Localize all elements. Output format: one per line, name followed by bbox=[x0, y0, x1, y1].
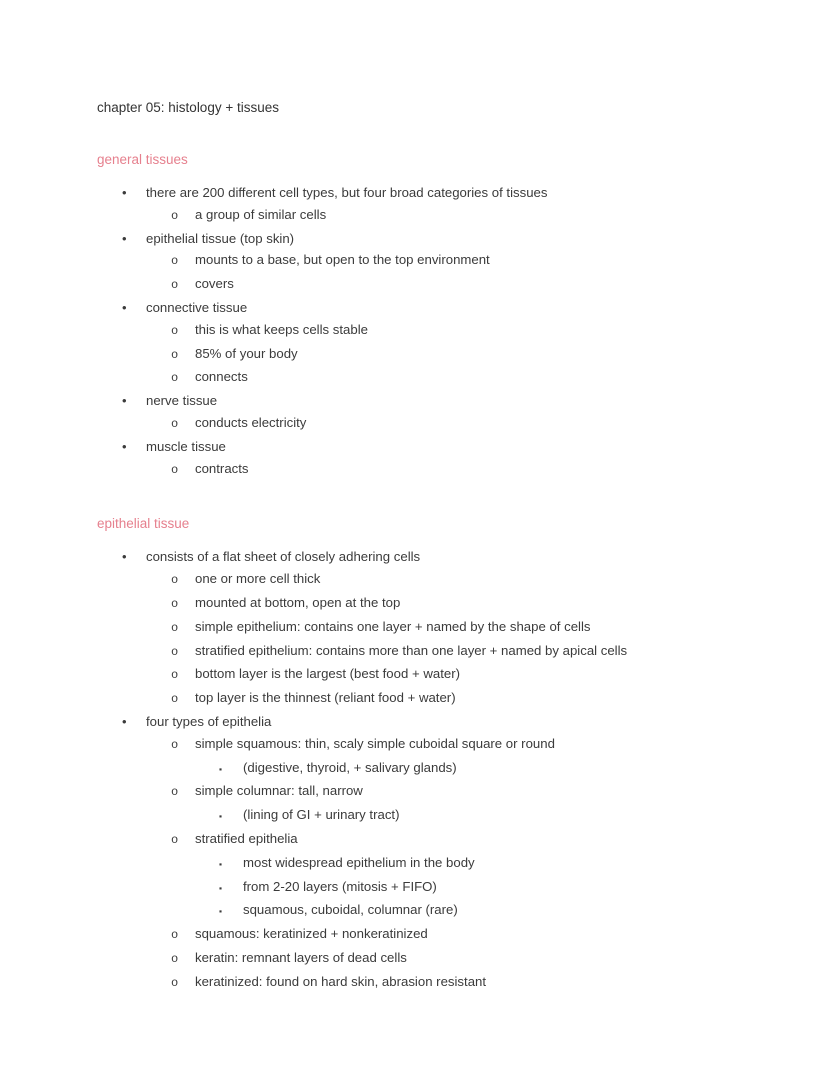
list-item bbox=[97, 640, 768, 664]
bullet-circle-icon: o bbox=[171, 347, 179, 362]
list-item bbox=[97, 204, 768, 228]
bullet-circle-icon: o bbox=[171, 208, 179, 223]
list-item-text: squamous, cuboidal, columnar (rare) bbox=[243, 902, 458, 918]
list-item bbox=[97, 711, 768, 733]
list-item bbox=[97, 592, 768, 616]
list-item-text: conducts electricity bbox=[195, 414, 307, 430]
bullet-dot-icon: • bbox=[122, 438, 127, 454]
list-item-text: there are 200 different cell types, but four broad categories of tissues bbox=[146, 185, 548, 200]
bullet-circle-icon: o bbox=[171, 323, 179, 338]
list-item bbox=[97, 436, 768, 458]
bullet-square-icon: ▪ bbox=[219, 763, 223, 774]
list-item-text: contracts bbox=[195, 460, 249, 476]
bullet-circle-icon: o bbox=[171, 668, 179, 683]
list-item-text: consists of a flat sheet of closely adhering cells bbox=[146, 549, 421, 565]
bullet-dot-icon: • bbox=[122, 230, 127, 246]
bullet-circle-icon: o bbox=[171, 832, 179, 847]
bullet-list bbox=[97, 546, 768, 994]
list-item-text: (lining of GI + urinary tract) bbox=[243, 807, 400, 823]
list-item bbox=[97, 297, 768, 319]
list-item bbox=[97, 923, 768, 947]
bullet-circle-icon: o bbox=[171, 737, 179, 752]
bullet-circle-icon: o bbox=[171, 644, 179, 659]
bullet-dot-icon: • bbox=[122, 549, 127, 565]
list-item bbox=[97, 828, 768, 852]
list-item bbox=[97, 852, 768, 876]
list-item bbox=[97, 616, 768, 640]
bullet-circle-icon: o bbox=[171, 416, 179, 431]
list-item-text: (digestive, thyroid, + salivary glands) bbox=[243, 759, 457, 775]
list-item bbox=[97, 899, 768, 923]
bullet-square-icon: ▪ bbox=[219, 906, 223, 917]
list-item bbox=[97, 757, 768, 781]
bullet-circle-icon: o bbox=[171, 254, 179, 269]
list-item-text: covers bbox=[195, 276, 234, 292]
list-item-text: stratified epithelium: contains more than one layer + named by apical cells bbox=[195, 642, 628, 658]
list-item-text: nerve tissue bbox=[146, 393, 218, 409]
list-item-text: most widespread epithelium in the body bbox=[243, 854, 475, 870]
bullet-circle-icon: o bbox=[171, 975, 179, 990]
bullet-circle-icon: o bbox=[171, 951, 179, 966]
list-item-text: simple columnar: tall, narrow bbox=[195, 783, 363, 799]
list-item-text: keratinized: found on hard skin, abrasion resistant bbox=[195, 973, 487, 989]
list-item bbox=[97, 687, 768, 711]
list-item bbox=[97, 947, 768, 971]
bullet-circle-icon: o bbox=[171, 596, 179, 611]
bullet-dot-icon: • bbox=[122, 713, 127, 729]
bullet-circle-icon: o bbox=[171, 573, 179, 588]
bullet-circle-icon: o bbox=[171, 785, 179, 800]
list-item-text: simple squamous: thin, scaly simple cuboidal square or round bbox=[195, 735, 555, 751]
list-item-text: 85% of your body bbox=[195, 345, 298, 361]
list-item bbox=[97, 366, 768, 390]
list-item-text: this is what keeps cells stable bbox=[195, 321, 368, 337]
list-item-text: a group of similar cells bbox=[195, 206, 327, 222]
list-item bbox=[97, 546, 768, 568]
bullet-dot-icon: • bbox=[122, 393, 127, 409]
list-item-text: mounted at bottom, open at the top bbox=[195, 594, 401, 610]
bullet-circle-icon: o bbox=[171, 620, 179, 635]
list-item-text: four types of epithelia bbox=[146, 713, 272, 729]
bullet-circle-icon: o bbox=[171, 928, 179, 943]
list-item bbox=[97, 876, 768, 900]
bullet-list bbox=[97, 182, 768, 481]
section bbox=[97, 514, 768, 994]
list-item bbox=[97, 273, 768, 297]
list-item-text: one or more cell thick bbox=[195, 571, 321, 587]
list-item bbox=[97, 182, 768, 204]
bullet-circle-icon: o bbox=[171, 692, 179, 707]
document-title: chapter 05: histology + tissues bbox=[97, 100, 279, 115]
list-item bbox=[97, 780, 768, 804]
list-item-text: connective tissue bbox=[146, 299, 248, 315]
list-item-text: stratified epithelia bbox=[195, 830, 298, 846]
list-item bbox=[97, 733, 768, 757]
bullet-circle-icon: o bbox=[171, 371, 179, 386]
list-item-text: mounts to a base, but open to the top environment bbox=[195, 252, 490, 268]
bullet-square-icon: ▪ bbox=[219, 882, 223, 893]
section-heading: general tissues bbox=[97, 152, 188, 167]
list-item bbox=[97, 568, 768, 592]
list-item bbox=[97, 971, 768, 995]
list-item-text: bottom layer is the largest (best food + water) bbox=[195, 666, 460, 682]
list-item bbox=[97, 458, 768, 482]
list-item-text: muscle tissue bbox=[146, 438, 226, 454]
section-heading: epithelial tissue bbox=[97, 516, 190, 532]
list-item bbox=[97, 804, 768, 828]
list-item-text: connects bbox=[195, 369, 248, 385]
list-item-text: from 2-20 layers (mitosis + FIFO) bbox=[243, 878, 437, 894]
section bbox=[97, 150, 768, 481]
bullet-square-icon: ▪ bbox=[219, 858, 223, 869]
bullet-dot-icon: • bbox=[122, 299, 127, 315]
bullet-circle-icon: o bbox=[171, 462, 179, 477]
list-item bbox=[97, 228, 768, 250]
list-item bbox=[97, 390, 768, 412]
list-item bbox=[97, 663, 768, 687]
list-item bbox=[97, 412, 768, 436]
list-item bbox=[97, 343, 768, 367]
list-item bbox=[97, 249, 768, 273]
list-item-text: epithelial tissue (top skin) bbox=[146, 230, 295, 246]
list-item-text: keratin: remnant layers of dead cells bbox=[195, 949, 407, 965]
list-item-text: simple epithelium: contains one layer + named by the shape of cells bbox=[195, 618, 591, 634]
document-body bbox=[97, 150, 768, 995]
bullet-dot-icon: • bbox=[122, 185, 127, 200]
bullet-square-icon: ▪ bbox=[219, 811, 223, 822]
bullet-circle-icon: o bbox=[171, 278, 179, 293]
list-item-text: squamous: keratinized + nonkeratinized bbox=[195, 926, 428, 942]
list-item-text: top layer is the thinnest (reliant food + water) bbox=[195, 690, 456, 706]
list-item bbox=[97, 319, 768, 343]
